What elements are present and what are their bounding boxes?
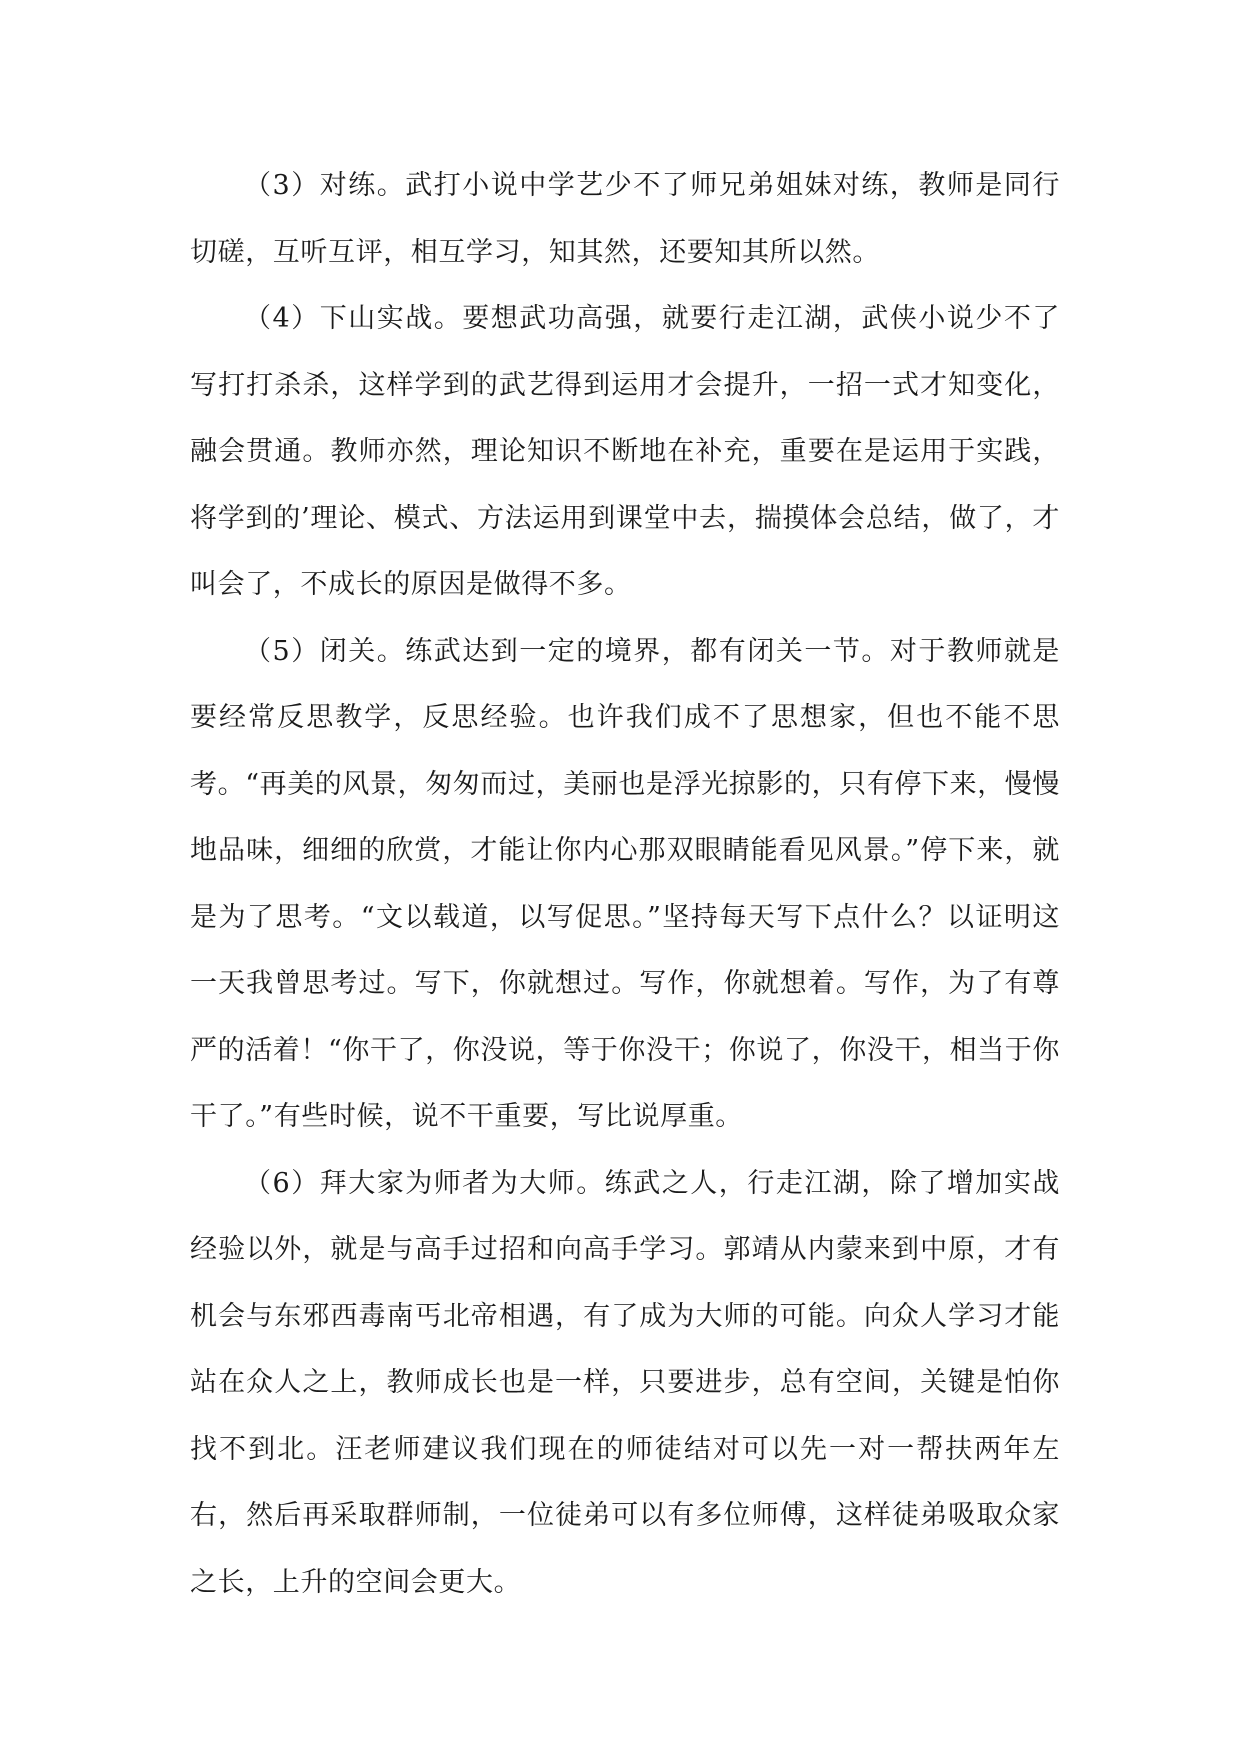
paragraph-sparring: （3）对练。武打小说中学艺少不了师兄弟姐妹对练，教师是同行切磋，互听互评，相互学习，知其然，还要知其所以然。 — [190, 170, 1060, 268]
paragraph-seclusion-reflection: （5）闭关。练武达到一定的境界，都有闭关一节。对于教师就是要经常反思教学，反思经验。也许我们成不了思想家，但也不能不思考。“再美的风景，匆匆而过，美丽也是浮光掠影的，只有停下来，慢慢地品味，细细的欣赏，才能让你内心那双眼睛能看见风景。”停下来，就是为了思考。“文以载道，以写促思。”坚持每天写下点什么？以证明这一天我曾思考过。写下，你就想过。写作，你就想着。写作，为了有尊严的活着！“你干了，你没说，等于你没干；你说了，你没干，相当于你干了。”有些时候，说不干重要，写比说厚重。 — [190, 635, 1061, 1132]
paragraph-practice-in-field: （4）下山实战。要想武功高强，就要行走江湖，武侠小说少不了写打打杀杀，这样学到的武艺得到运用才会提升，一招一式才知变化，融会贯通。教师亦然，理论知识不断地在补充，重要在是运用于实践，将学到的’理论、模式、方法运用到课堂中去，揣摸体会总结，做了，才叫会了，不成长的原因是做得不多。 — [190, 303, 1060, 600]
document-body — [190, 153, 1060, 1616]
paragraph-learn-from-masters: （6）拜大家为师者为大师。练武之人，行走江湖，除了增加实战经验以外，就是与高手过招和向高手学习。郭靖从内蒙来到中原，才有机会与东邪西毒南丐北帝相遇，有了成为大师的可能。向众人学习才能站在众人之上，教师成长也是一样，只要进步，总有空间，关键是怕你找不到北。汪老师建议我们现在的师徒结对可以先一对一帮扶两年左右，然后再采取群师制，一位徒弟可以有多位师傅，这样徒弟吸取众家之长，上升的空间会更大。 — [190, 1167, 1060, 1598]
